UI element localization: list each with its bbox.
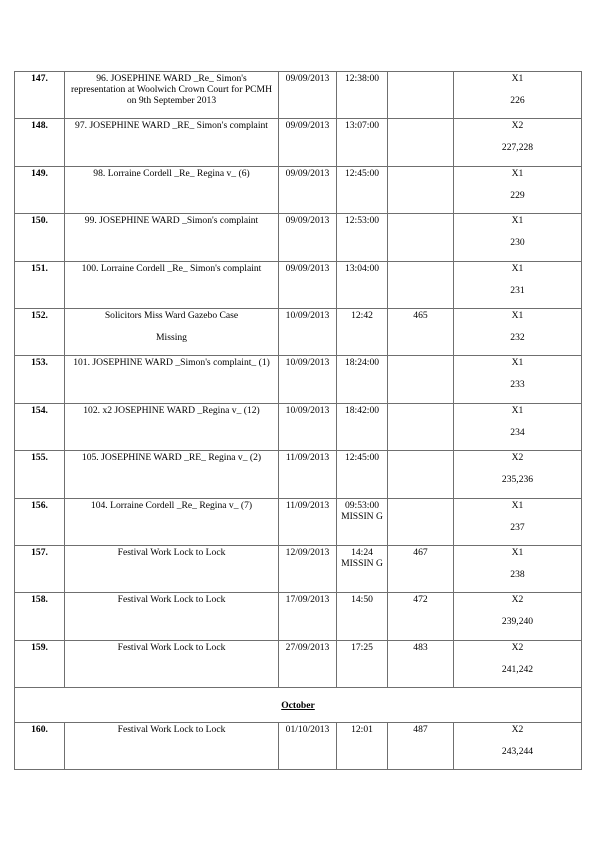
row-date: 09/09/2013 [279,261,337,308]
row-time: 18:24:00 [344,357,380,369]
row-description [65,119,279,166]
row-description-main: 100. Lorraine Cordell _Re_ Simon's complaint [81,262,262,274]
row-time-cell [337,640,388,687]
month-heading: October [15,688,582,723]
row-description-main: 99. JOSEPHINE WARD _Simon's complaint [84,215,259,227]
row-date: 17/09/2013 [279,593,337,640]
table-row [15,119,582,166]
table-row [15,308,582,355]
table-row [15,451,582,498]
row-pages: 235,236 [501,474,534,486]
row-reference [388,214,454,261]
row-pages: 232 [510,331,525,343]
table-row [15,545,582,592]
row-copies-pages [454,545,582,592]
row-time-cell [337,308,388,355]
row-description-main: Festival Work Lock to Lock [117,594,226,606]
row-date: 01/10/2013 [279,723,337,770]
row-description-main: 101. JOSEPHINE WARD _Simon's complaint_ (1) [73,357,270,369]
row-description-main: Festival Work Lock to Lock [117,546,226,558]
table-row [15,356,582,403]
row-description-main: 102. x2 JOSEPHINE WARD _Regina v_ (12) [83,404,260,416]
month-section [15,688,582,770]
row-pages: 234 [510,426,525,438]
row-copies-pages [454,498,582,545]
row-copies: X1 [511,499,524,511]
row-time: 12:53:00 [344,215,380,227]
row-description: Festival Work Lock to Lock [65,723,279,770]
row-date: 10/09/2013 [279,308,337,355]
row-time-cell [337,498,388,545]
row-copies: X1 [511,546,524,558]
table-row [15,261,582,308]
row-description [65,593,279,640]
row-time: 14:50 [351,594,373,606]
row-number: 154. [15,403,65,450]
row-time-cell [337,119,388,166]
row-copies: X1 [511,215,524,227]
row-number: 159. [15,640,65,687]
row-time-cell [337,545,388,592]
row-copies: X2 [511,724,524,736]
row-copies: X1 [511,262,524,274]
row-copies-pages [454,214,582,261]
row-reference [388,72,454,119]
row-description-main: 98. Lorraine Cordell _Re_ Regina v_ (6) [93,167,250,179]
row-time: 12:01 [337,723,388,770]
row-pages: 226 [510,95,525,106]
table-row [15,593,582,640]
row-time: 09:53:00 [344,499,380,511]
row-description [65,214,279,261]
row-reference [388,166,454,213]
row-reference: 472 [388,593,454,640]
row-pages: 238 [510,568,525,580]
row-reference [388,498,454,545]
row-description-main: Festival Work Lock to Lock [117,641,226,653]
row-time-cell [337,261,388,308]
row-copies-pages [454,308,582,355]
row-number: 150. [15,214,65,261]
row-pages: 239,240 [501,616,534,628]
row-description [65,640,279,687]
row-description [65,498,279,545]
row-description [65,166,279,213]
row-time-cell [337,72,388,119]
row-number: 157. [15,545,65,592]
row-copies: X2 [511,452,524,464]
row-description [65,261,279,308]
row-copies: X1 [511,357,524,369]
row-time: 12:45:00 [344,167,380,179]
row-reference [388,261,454,308]
row-time: 13:07:00 [344,120,380,132]
row-copies: X2 [511,120,524,132]
row-reference [388,403,454,450]
row-pages: 227,228 [501,142,534,154]
row-reference [388,119,454,166]
row-reference: 467 [388,545,454,592]
row-pages: 237 [510,521,525,533]
row-copies: X1 [511,404,524,416]
row-date: 10/09/2013 [279,403,337,450]
row-description [65,308,279,355]
row-number: 153. [15,356,65,403]
table-row [15,214,582,261]
row-date: 09/09/2013 [279,214,337,261]
row-copies-pages [454,72,582,119]
row-pages: 229 [510,189,525,201]
row-date: 09/09/2013 [279,166,337,213]
row-time-status: MISSIN G [341,557,383,569]
row-pages: 241,242 [501,663,534,675]
row-copies: X2 [511,594,524,606]
row-number: 155. [15,451,65,498]
row-date: 12/09/2013 [279,545,337,592]
table-row [15,166,582,213]
row-reference: 465 [388,308,454,355]
row-description [65,451,279,498]
row-time: 18:42:00 [344,404,380,416]
row-pages: 243,244 [501,746,534,758]
row-pages: 231 [510,284,525,296]
row-copies-pages [454,593,582,640]
row-copies-pages [454,403,582,450]
row-number: 151. [15,261,65,308]
row-copies-pages [454,261,582,308]
row-copies: X1 [511,73,524,84]
month-heading-row [15,688,582,723]
row-date: 10/09/2013 [279,356,337,403]
row-date: 11/09/2013 [279,451,337,498]
table-row [15,403,582,450]
row-time: 12:45:00 [344,452,380,464]
row-date: 09/09/2013 [279,119,337,166]
table-row [15,72,582,119]
row-date: 27/09/2013 [279,640,337,687]
row-description [65,356,279,403]
row-reference [388,356,454,403]
row-time-cell [337,166,388,213]
row-description-main: 96. JOSEPHINE WARD _Re_ Simon's representation at Woolwich Crown Court for PCMH on 9th September 2013 [70,73,273,106]
row-description-main: 105. JOSEPHINE WARD _RE_ Regina v_ (2) [81,452,262,464]
row-description-main: Solicitors Miss Ward Gazebo Case [104,309,239,321]
row-description [65,403,279,450]
row-time-cell [337,593,388,640]
row-copies-pages [454,119,582,166]
row-description-main: 104. Lorraine Cordell _Re_ Regina v_ (7) [90,499,253,511]
row-time-status: MISSIN G [341,510,383,522]
row-date: 09/09/2013 [279,72,337,119]
row-description [65,72,279,119]
row-time-cell [337,356,388,403]
row-time-cell [337,403,388,450]
row-number: 147. [15,72,65,119]
row-copies: X1 [511,167,524,179]
row-number: 149. [15,166,65,213]
row-number: 152. [15,308,65,355]
row-copies-pages [454,356,582,403]
row-pages: 230 [510,237,525,249]
row-reference [388,451,454,498]
row-time: 17:25 [351,641,373,653]
row-copies-pages [454,451,582,498]
row-copies-pages [454,166,582,213]
row-copies-pages [454,723,582,770]
row-number: 156. [15,498,65,545]
table-row [15,723,582,770]
row-copies: X2 [511,641,524,653]
table-row [15,498,582,545]
row-time: 14:24 [351,546,373,558]
row-date: 11/09/2013 [279,498,337,545]
row-time-cell [337,451,388,498]
table-body [15,72,582,688]
table-row [15,640,582,687]
row-reference: 483 [388,640,454,687]
row-description-note: Missing [156,331,187,343]
row-time: 13:04:00 [344,262,380,274]
row-description-main: 97. JOSEPHINE WARD _RE_ Simon's complaint [75,120,268,132]
row-time-cell [337,214,388,261]
row-copies-pages [454,640,582,687]
row-pages: 233 [510,379,525,391]
row-number: 160. [15,723,65,770]
row-time: 12:42 [351,309,373,321]
row-number: 158. [15,593,65,640]
row-time: 12:38:00 [344,73,380,84]
row-description [65,545,279,592]
row-number: 148. [15,119,65,166]
document-log-table [14,71,582,770]
row-copies: X1 [511,309,524,321]
row-reference: 487 [388,723,454,770]
